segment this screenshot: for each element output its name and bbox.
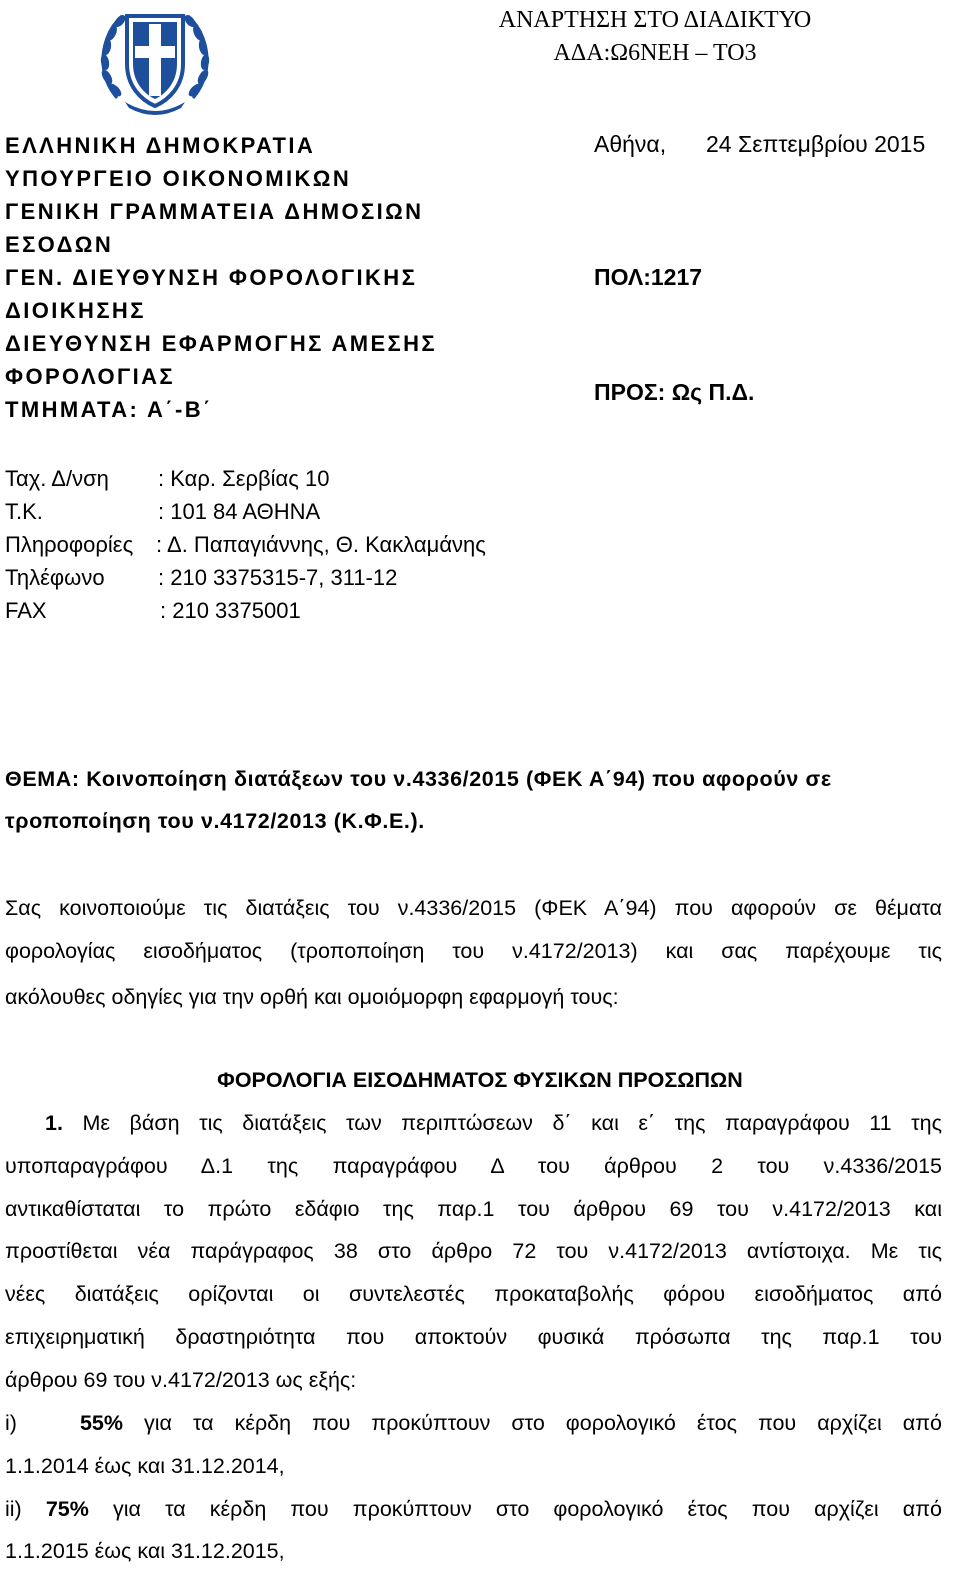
authority-line: ΔΙΕΥΘΥΝΣΗ ΕΦΑΡΜΟΓΗΣ ΑΜΕΣΗΣ [5, 331, 438, 356]
posting-line: ΑΝΑΡΤΗΣΗ ΣΤΟ ΔΙΑΔΙΚΤΥΟ [498, 7, 812, 33]
intro-line: Σας κοινοποιούμε τις διατάξεις του ν.4336/2015 (ΦΕΚ Α΄94) που αφορούν σε θέματα [5, 896, 942, 920]
contact-value: : 210 3375315-7, 311-12 [158, 565, 398, 590]
intro-line: φορολογίας εισοδήματος (τροποποίηση του ν.4172/2013) και σας παρέχουμε τις [5, 939, 942, 963]
contact-value: : 101 84 ΑΘΗΝΑ [158, 499, 321, 524]
item-line [45, 1102, 942, 1145]
authority-block [5, 129, 437, 426]
item-number: 1. [45, 1111, 63, 1135]
item-line: νέες διατάξεις ορίζονται οι συντελεστές προκαταβολής φόρου εισοδήματος από [5, 1282, 942, 1306]
authority-line: ΥΠΟΥΡΓΕΙΟ ΟΙΚΟΝΟΜΙΚΩΝ [5, 166, 352, 191]
posting-header [470, 4, 840, 70]
item-line: αντικαθίσταται το πρώτο εδάφιο της παρ.1 του άρθρου 69 του ν.4172/2013 και [5, 1197, 942, 1221]
rate-text: για τα κέρδη που προκύπτουν στο φορολογικό έτος που αρχίζει από [88, 1497, 942, 1521]
rate-continuation: 1.1.2014 έως και 31.12.2014, [5, 1454, 285, 1478]
contact-label: Ταχ. Δ/νση [5, 466, 109, 491]
authority-line: ΓΕΝΙΚΗ ΓΡΑΜΜΑΤΕΙΑ ΔΗΜΟΣΙΩΝ [5, 199, 424, 224]
contact-label: Τ.Κ. [5, 499, 43, 524]
ada-code: ΑΔΑ:Ω6ΝΕΗ – ΤΟ3 [553, 40, 757, 66]
contact-value: : 210 3375001 [160, 598, 301, 623]
rate-text: για τα κέρδη που προκύπτουν στο φορολογικό έτος που αρχίζει από [123, 1411, 942, 1435]
authority-line: ΕΣΟΔΩΝ [5, 232, 114, 257]
rate-percent: 75% [45, 1497, 89, 1521]
authority-line: ΓΕΝ. ΔΙΕΥΘΥΝΣΗ ΦΟΡΟΛΟΓΙΚΗΣ [5, 265, 418, 290]
contact-label: Τηλέφωνο [5, 565, 105, 590]
rate-line [5, 1402, 942, 1445]
recipient: ΠΡΟΣ: Ως Π.Δ. [594, 379, 755, 405]
authority-line: ΦΟΡΟΛΟΓΙΑΣ [5, 364, 175, 389]
rate-percent: 55% [79, 1411, 124, 1435]
subject-line: ΘΕΜΑ: Κοινοποίηση διατάξεων του ν.4336/2015 (ΦΕΚ Α΄94) που αφορούν σε [5, 767, 832, 791]
item-line: άρθρου 69 του ν.4172/2013 ως εξής: [5, 1368, 357, 1392]
authority-line: ΕΛΛΗΝΙΚΗ ΔΗΜΟΚΡΑΤΙΑ [5, 133, 316, 158]
item-line: προστίθεται νέα παράγραφος 38 στο άρθρο 72 του ν.4172/2013 αντίστοιχα. Με τις [5, 1239, 942, 1263]
authority-line: ΔΙΟΙΚΗΣΗΣ [5, 298, 146, 323]
contact-label: FAX [5, 598, 47, 623]
section-title: ΦΟΡΟΛΟΓΙΑ ΕΙΣΟΔΗΜΑΤΟΣ ΦΥΣΙΚΩΝ ΠΡΟΣΩΠΩΝ [217, 1068, 743, 1092]
rate-continuation: 1.1.2015 έως και 31.12.2015, [5, 1539, 285, 1563]
greek-emblem-icon [95, 2, 215, 120]
contact-label: Πληροφορίες [5, 532, 134, 557]
rate-marker: i) [5, 1411, 17, 1435]
contact-value: : Καρ. Σερβίας 10 [158, 466, 330, 491]
rate-line [5, 1488, 942, 1531]
contact-value: : Δ. Παπαγιάννης, Θ. Κακλαμάνης [156, 532, 486, 557]
subject-line: τροποποίηση του ν.4172/2013 (Κ.Φ.Ε.). [5, 809, 425, 833]
protocol-number: ΠΟΛ:1217 [594, 264, 703, 290]
authority-line: ΤΜΗΜΑΤΑ: Α΄-Β΄ [5, 397, 213, 422]
date-line [594, 131, 926, 158]
intro-line: ακόλουθες οδηγίες για την ορθή και ομοιόμορφη εφαρμογή τους: [5, 985, 619, 1009]
place: Αθήνα, [594, 131, 667, 157]
item-line: υποπαραγράφου Δ.1 της παραγράφου Δ του άρθρου 2 του ν.4336/2015 [5, 1154, 942, 1178]
date: 24 Σεπτεμβρίου 2015 [706, 131, 926, 157]
item-text: Με βάση τις διατάξεις των περιπτώσεων δ΄ και ε΄ της παραγράφου 11 της [62, 1111, 942, 1135]
item-line: επιχειρηματική δραστηριότητα που αποκτούν φυσικά πρόσωπα της παρ.1 του [5, 1325, 942, 1349]
rate-marker: ii) [5, 1497, 22, 1521]
